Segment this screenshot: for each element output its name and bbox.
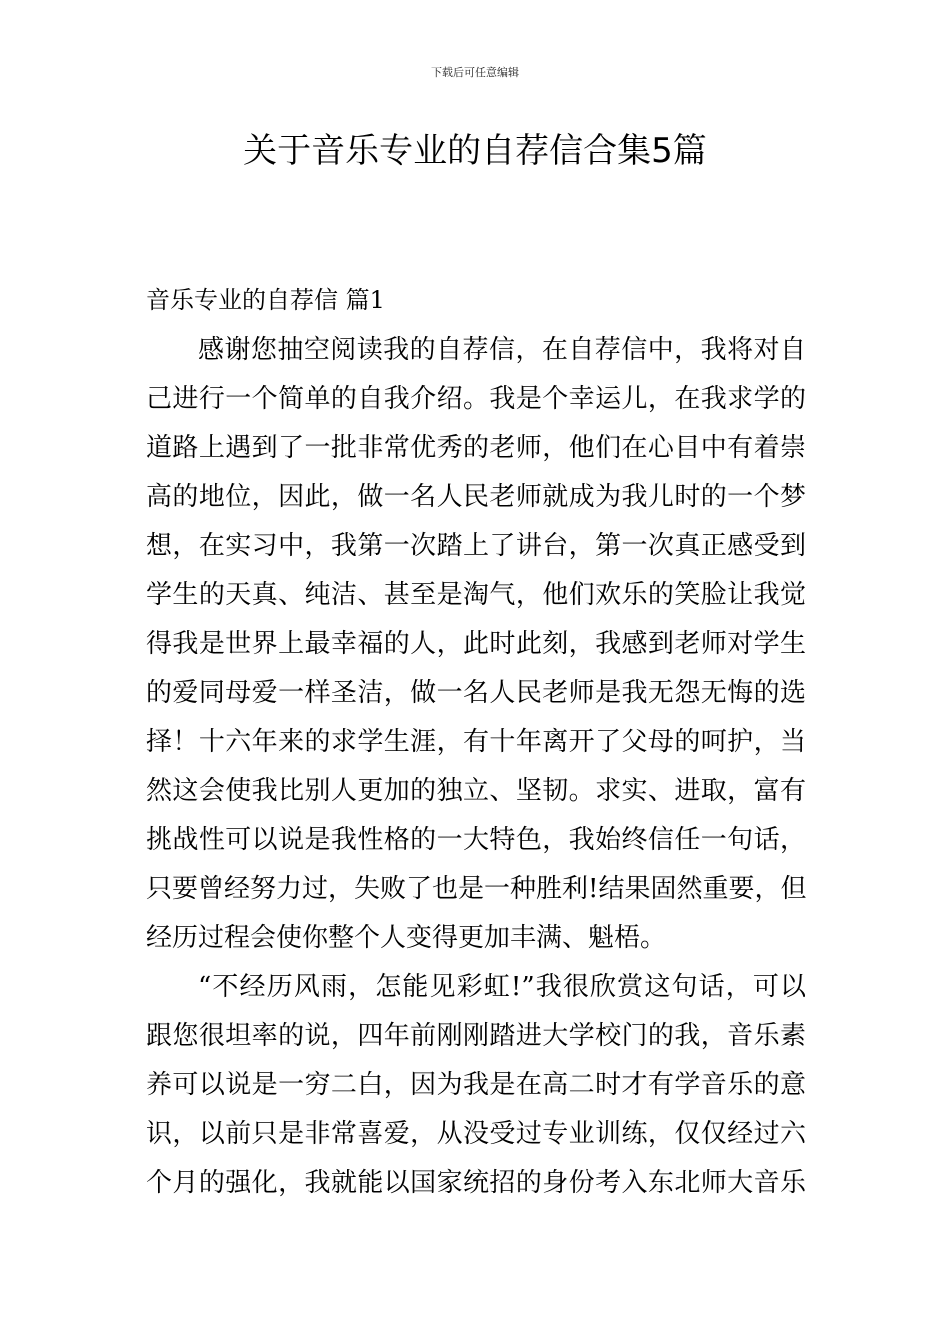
paragraph-line: 跟您很坦率的说，四年前刚刚踏进大学校门的我，音乐素 (146, 1021, 806, 1051)
paragraph-line: 学生的天真、纯洁、甚至是淘气，他们欢乐的笑脸让我觉 (146, 580, 806, 610)
section-heading: 音乐专业的自荐信 篇1 (146, 286, 385, 314)
paragraph-line: 识，以前只是非常喜爱，从没受过专业训练，仅仅经过六 (146, 1119, 806, 1149)
paragraph-line: 己进行一个简单的自我介绍。我是个幸运儿，在我求学的 (146, 384, 806, 414)
paragraph-line: 的爱同母爱一样圣洁，做一名人民老师是我无怨无悔的选 (146, 678, 806, 708)
paragraph-line: 择！十六年来的求学生涯，有十年离开了父母的呵护，当 (146, 727, 806, 757)
paragraph-line: 想，在实习中，我第一次踏上了讲台，第一次真正感受到 (146, 531, 806, 561)
paragraph-line: 养可以说是一穷二白，因为我是在高二时才有学音乐的意 (146, 1070, 806, 1100)
paragraph-line: 经历过程会使你整个人变得更加丰满、魁梧。 (146, 923, 667, 953)
paragraph-line: 挑战性可以说是我性格的一大特色，我始终信任一句话， (146, 825, 806, 855)
paragraph-line: 只要曾经努力过，失败了也是一种胜利!结果固然重要，但 (146, 874, 806, 904)
document-title: 关于音乐专业的自荐信合集5篇 (243, 131, 707, 171)
paragraph-line: 高的地位，因此，做一名人民老师就成为我儿时的一个梦 (146, 482, 806, 512)
paragraph-line: 感谢您抽空阅读我的自荐信，在自荐信中，我将对自 (198, 335, 806, 365)
body-text (146, 326, 806, 1208)
paragraph-line: 个月的强化，我就能以国家统招的身份考入东北师大音乐 (146, 1168, 806, 1198)
paragraph-line: 道路上遇到了一批非常优秀的老师，他们在心目中有着崇 (146, 433, 806, 463)
paragraph-line: “不经历风雨，怎能见彩虹!”我很欣赏这句话，可以 (198, 972, 806, 1002)
header-note: 下载后可任意编辑 (431, 66, 519, 79)
paragraph-line: 然这会使我比别人更加的独立、坚韧。求实、进取，富有 (146, 776, 806, 806)
paragraph-line: 得我是世界上最幸福的人，此时此刻，我感到老师对学生 (146, 629, 806, 659)
